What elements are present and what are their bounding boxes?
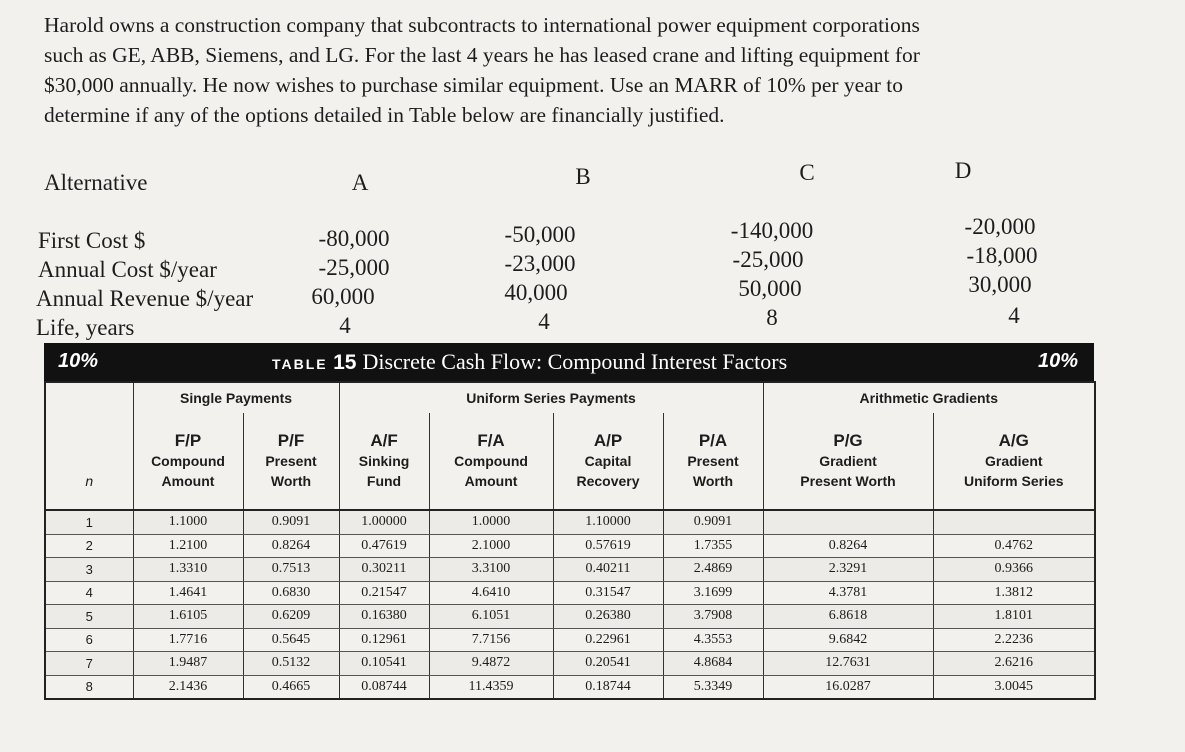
table-number: 15	[333, 351, 357, 374]
col-name-1: Gradient	[819, 453, 877, 469]
cell-pg: 2.3291	[763, 558, 933, 582]
annual-revenue-b: 40,000	[504, 280, 568, 305]
table-row	[45, 605, 1095, 629]
cell-pg: 0.8264	[763, 534, 933, 558]
cell-pg: 12.7631	[763, 652, 933, 676]
col-header-fp	[133, 413, 243, 510]
cell-n: 5	[45, 605, 133, 629]
cell-fp: 1.1000	[133, 510, 243, 534]
cell-fp: 1.7716	[133, 628, 243, 652]
col-symbol: P/F	[277, 431, 305, 450]
cell-ap: 0.57619	[553, 534, 663, 558]
cell-ap: 0.20541	[553, 652, 663, 676]
col-symbol: A/G	[998, 431, 1029, 450]
table-row	[45, 534, 1095, 558]
cell-pa: 1.7355	[663, 534, 763, 558]
cell-af: 1.00000	[339, 510, 429, 534]
cell-pa: 3.1699	[663, 581, 763, 605]
first-cost-c: -140,000	[730, 218, 814, 243]
cell-af: 0.16380	[339, 605, 429, 629]
life-years-label: Life, years	[36, 315, 135, 340]
factor-table-title	[272, 349, 787, 375]
cell-ap: 0.26380	[553, 605, 663, 629]
cell-af: 0.21547	[339, 581, 429, 605]
first-cost-d: -20,000	[964, 214, 1036, 239]
cell-ag: 2.6216	[933, 652, 1095, 676]
interest-rate-right: 10%	[1037, 350, 1078, 372]
life-years-d: 4	[1008, 303, 1020, 328]
col-name-2: Amount	[161, 473, 215, 489]
col-name-2: Fund	[366, 473, 402, 489]
cell-fp: 1.3310	[133, 558, 243, 582]
table-title-text: Discrete Cash Flow: Compound Interest Factors	[362, 349, 788, 374]
cell-pf: 0.6830	[243, 581, 339, 605]
cell-ag: 0.9366	[933, 558, 1095, 582]
cell-af: 0.12961	[339, 628, 429, 652]
cell-pf: 0.5132	[243, 652, 339, 676]
cell-fa: 3.3100	[429, 558, 553, 582]
cell-pa: 4.3553	[663, 628, 763, 652]
first-cost-b: -50,000	[504, 222, 576, 247]
col-header-af	[339, 413, 429, 510]
cell-ap: 0.22961	[553, 628, 663, 652]
problem-line: such as GE, ABB, Siemens, and LG. For the last 4 years he has leased crane and lifting equipment for	[44, 43, 920, 67]
life-years-b: 4	[538, 309, 550, 334]
alternative-d-header: D	[954, 158, 972, 183]
table-row	[45, 558, 1095, 582]
cell-ap: 0.40211	[553, 558, 663, 582]
col-header-pg	[763, 413, 933, 510]
cell-af: 0.08744	[339, 675, 429, 699]
annual-cost-label: Annual Cost $/year	[38, 257, 217, 282]
col-header-ap	[553, 413, 663, 510]
col-name-2: Present Worth	[800, 473, 896, 489]
table-row	[45, 510, 1095, 534]
cell-n: 2	[45, 534, 133, 558]
cell-fp: 2.1436	[133, 675, 243, 699]
annual-revenue-label: Annual Revenue $/year	[36, 286, 254, 311]
life-years-a: 4	[339, 313, 351, 338]
problem-line: determine if any of the options detailed in Table below are financially justified.	[44, 103, 725, 127]
col-header-pa	[663, 413, 763, 510]
cell-ag: 2.2236	[933, 628, 1095, 652]
alternative-header-label: Alternative	[44, 170, 148, 195]
cell-pg	[763, 510, 933, 534]
n-group-cell	[45, 382, 133, 413]
col-symbol: P/A	[698, 431, 728, 450]
table-label: TABLE	[272, 356, 328, 372]
cell-fa: 6.1051	[429, 605, 553, 629]
alternative-c-header: C	[799, 160, 815, 185]
cell-ag: 1.3812	[933, 581, 1095, 605]
cell-fa: 11.4359	[429, 675, 553, 699]
cell-ap: 0.18744	[553, 675, 663, 699]
col-name-1: Capital	[584, 453, 632, 469]
table-row	[45, 675, 1095, 699]
problem-line: Harold owns a construction company that subcontracts to international power equipment corporations	[44, 13, 920, 37]
cell-ag: 3.0045	[933, 675, 1095, 699]
problem-line: $30,000 annually. He now wishes to purchase similar equipment. Use an MARR of 10% per year to	[44, 73, 904, 97]
table-row	[45, 581, 1095, 605]
interest-rate-left: 10%	[58, 350, 99, 372]
first-cost-label: First Cost $	[38, 228, 146, 253]
col-name-2: Worth	[270, 473, 312, 489]
first-cost-a: -80,000	[318, 226, 390, 251]
cell-pf: 0.4665	[243, 675, 339, 699]
cell-n: 1	[45, 510, 133, 534]
factor-table-title-bar	[44, 343, 1094, 381]
annual-revenue-a: 60,000	[311, 284, 375, 309]
col-symbol: P/G	[833, 431, 863, 450]
group-single-payments: Single Payments	[133, 382, 339, 413]
cell-pf: 0.9091	[243, 510, 339, 534]
col-symbol: F/A	[477, 431, 505, 450]
col-name-1: Compound	[454, 453, 528, 469]
cell-af: 0.30211	[339, 558, 429, 582]
cell-pg: 16.0287	[763, 675, 933, 699]
table-row	[45, 652, 1095, 676]
cell-pg: 9.6842	[763, 628, 933, 652]
cell-pf: 0.7513	[243, 558, 339, 582]
group-uniform-series: Uniform Series Payments	[339, 382, 763, 413]
cell-fa: 9.4872	[429, 652, 553, 676]
annual-cost-c: -25,000	[732, 247, 804, 272]
cell-pa: 4.8684	[663, 652, 763, 676]
cell-ag: 0.4762	[933, 534, 1095, 558]
table-row	[45, 628, 1095, 652]
cell-fa: 2.1000	[429, 534, 553, 558]
cell-fp: 1.4641	[133, 581, 243, 605]
cell-n: 8	[45, 675, 133, 699]
cell-pa: 3.7908	[663, 605, 763, 629]
cell-ag: 1.8101	[933, 605, 1095, 629]
col-name-1: Sinking	[358, 453, 410, 469]
life-years-c: 8	[766, 305, 778, 330]
cell-ap: 1.10000	[553, 510, 663, 534]
alternative-b-header: B	[575, 164, 591, 189]
col-name-2: Uniform Series	[963, 473, 1064, 489]
annual-cost-b: -23,000	[504, 251, 576, 276]
group-arithmetic-gradients: Arithmetic Gradients	[763, 382, 1095, 413]
col-name-2: Amount	[464, 473, 518, 489]
col-name-1: Present	[687, 453, 739, 469]
cell-fa: 7.7156	[429, 628, 553, 652]
alternative-a-header: A	[351, 170, 369, 195]
cell-pa: 2.4869	[663, 558, 763, 582]
cell-af: 0.10541	[339, 652, 429, 676]
col-name-1: Present	[265, 453, 317, 469]
cell-af: 0.47619	[339, 534, 429, 558]
cell-n: 7	[45, 652, 133, 676]
col-name-2: Worth	[692, 473, 734, 489]
col-header-fa	[429, 413, 553, 510]
cell-pg: 6.8618	[763, 605, 933, 629]
cell-ag	[933, 510, 1095, 534]
col-symbol: A/F	[370, 431, 398, 450]
cell-fp: 1.6105	[133, 605, 243, 629]
cell-pa: 5.3349	[663, 675, 763, 699]
cell-n: 6	[45, 628, 133, 652]
annual-cost-a: -25,000	[318, 255, 390, 280]
col-name-1: Compound	[151, 453, 225, 469]
n-column-header	[45, 413, 133, 510]
col-header-pf	[243, 413, 339, 510]
col-name-2: Recovery	[576, 473, 640, 489]
col-symbol: F/P	[174, 431, 202, 450]
cell-n: 4	[45, 581, 133, 605]
annual-revenue-c: 50,000	[738, 276, 802, 301]
compound-interest-factor-table	[44, 381, 1096, 700]
cell-pf: 0.5645	[243, 628, 339, 652]
problem-statement	[44, 10, 1134, 130]
cell-fp: 1.2100	[133, 534, 243, 558]
cell-fa: 1.0000	[429, 510, 553, 534]
col-header-ag	[933, 413, 1095, 510]
n-header-text: n	[85, 473, 94, 489]
cell-n: 3	[45, 558, 133, 582]
cell-pf: 0.8264	[243, 534, 339, 558]
cell-pf: 0.6209	[243, 605, 339, 629]
cell-fa: 4.6410	[429, 581, 553, 605]
cell-ap: 0.31547	[553, 581, 663, 605]
annual-cost-d: -18,000	[966, 243, 1038, 268]
cell-pa: 0.9091	[663, 510, 763, 534]
cell-pg: 4.3781	[763, 581, 933, 605]
col-name-1: Gradient	[984, 453, 1043, 469]
cell-fp: 1.9487	[133, 652, 243, 676]
col-symbol: A/P	[593, 431, 623, 450]
annual-revenue-d: 30,000	[968, 272, 1032, 297]
